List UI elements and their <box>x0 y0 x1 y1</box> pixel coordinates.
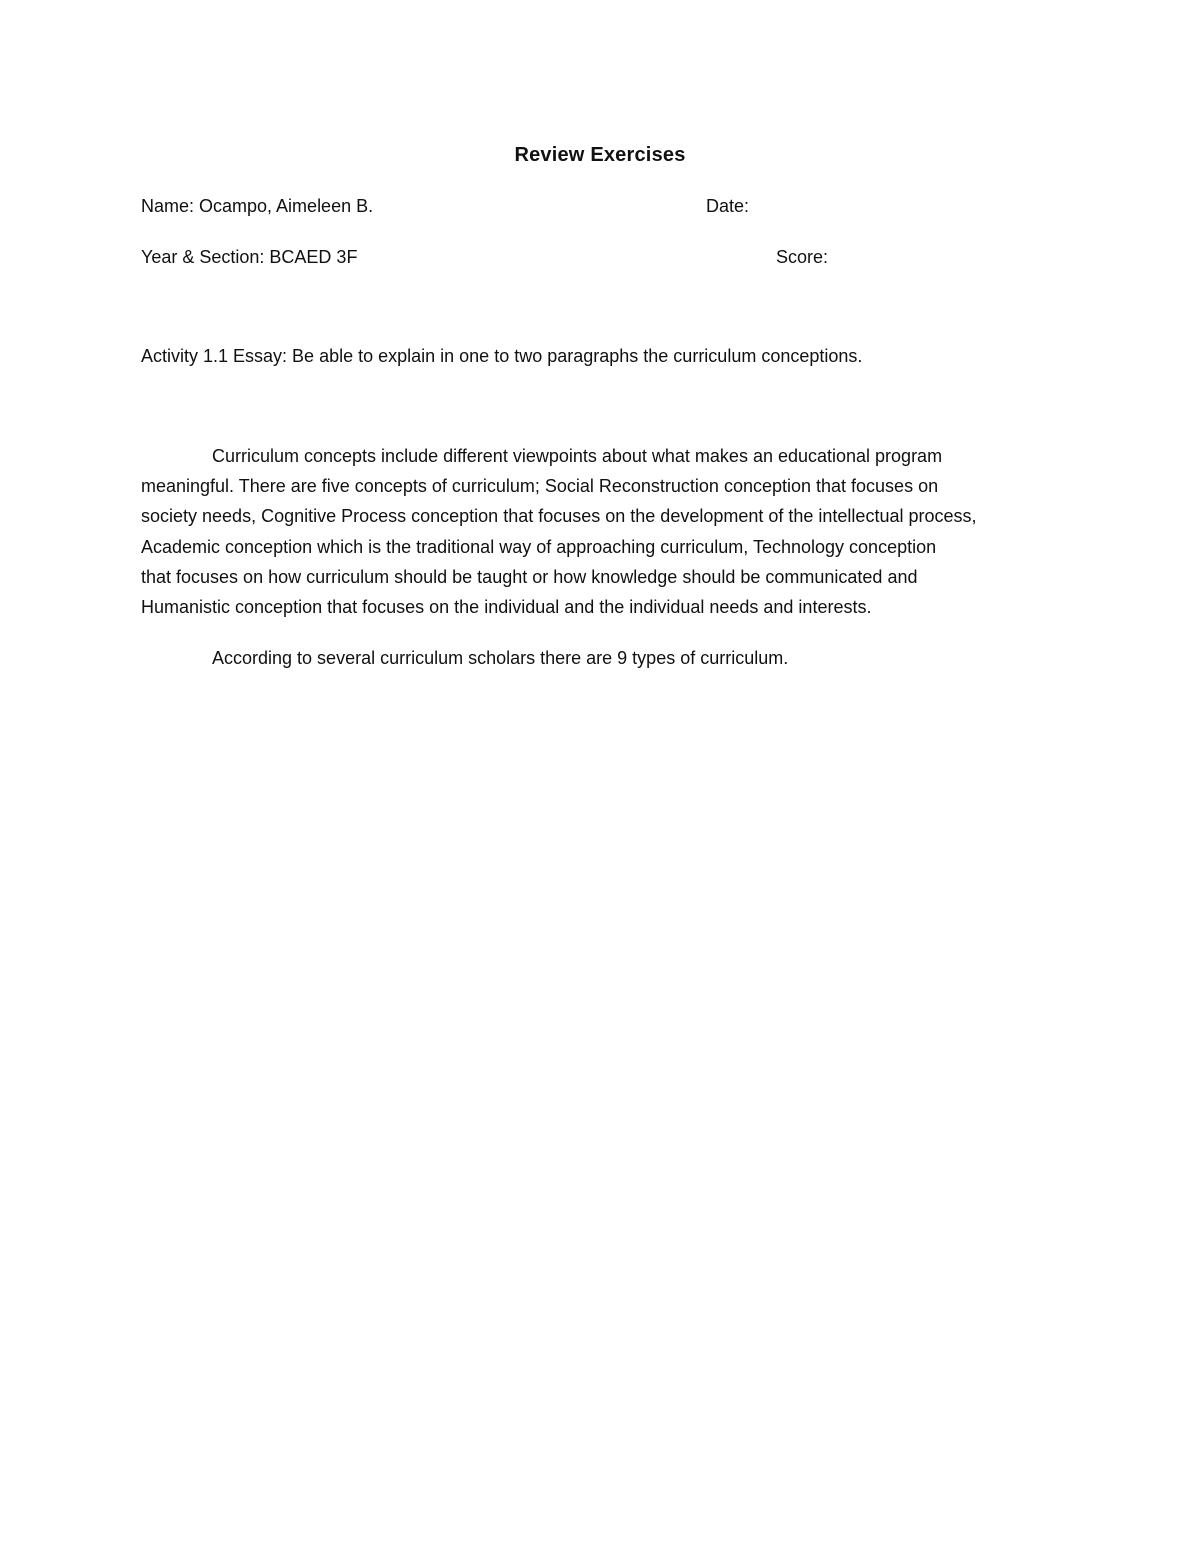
paragraph-line: Humanistic conception that focuses on the individual and the individual needs and interests. <box>141 597 872 618</box>
essay-paragraph-2 <box>141 643 1061 673</box>
essay-paragraph-1 <box>141 441 1061 622</box>
activity-prompt: Activity 1.1 Essay: Be able to explain in one to two paragraphs the curriculum conceptions. <box>141 346 863 366</box>
paragraph-line: Curriculum concepts include different viewpoints about what makes an educational program <box>212 446 943 466</box>
document-title: Review Exercises <box>514 144 686 166</box>
student-name: Name: Ocampo, Aimeleen B. <box>141 196 374 216</box>
paragraph-line: Academic conception which is the traditional way of approaching curriculum, Technology conception <box>141 536 937 557</box>
score-label: Score: <box>776 247 829 267</box>
paragraph-line: meaningful. There are five concepts of curriculum; Social Reconstruction conception that focuses on <box>141 476 939 497</box>
paragraph-line: According to several curriculum scholars there are 9 types of curriculum. <box>212 648 789 668</box>
paragraph-line: that focuses on how curriculum should be taught or how knowledge should be communicated and <box>141 566 918 587</box>
date-label: Date: <box>706 196 750 216</box>
paragraph-line: society needs, Cognitive Process conception that focuses on the development of the intellectual process, <box>141 506 977 527</box>
year-section: Year & Section: BCAED 3F <box>141 247 358 267</box>
